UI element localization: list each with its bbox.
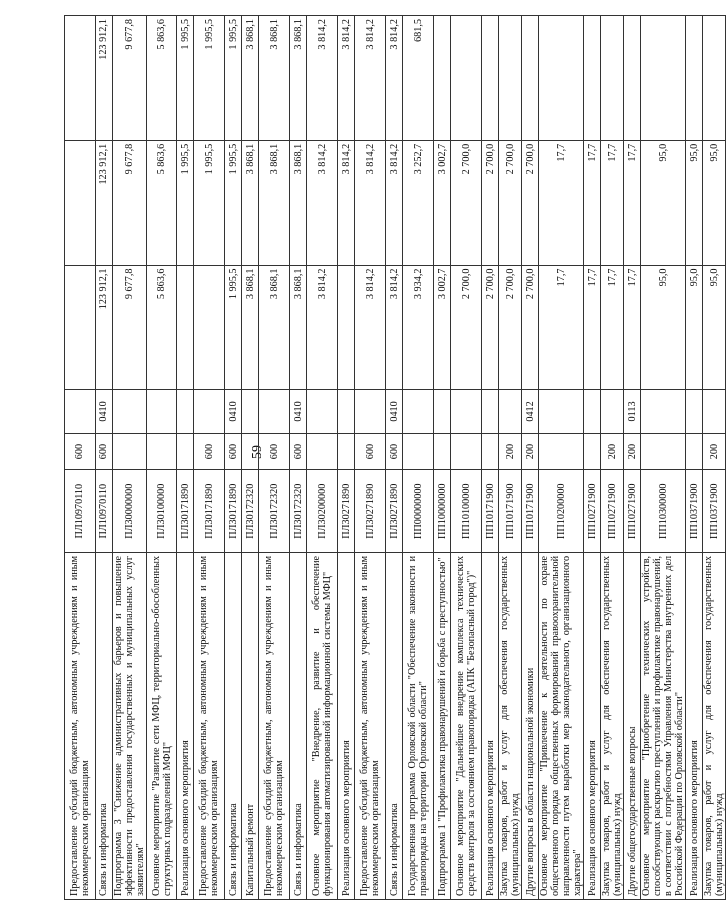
row-section: 0113 <box>624 390 641 433</box>
row-category <box>482 433 499 470</box>
row-code: ПП10271900 <box>601 470 624 552</box>
table-row <box>686 16 703 900</box>
row-amount-3: 3 814,2 <box>338 16 355 141</box>
row-amount-3: 3 814,2 <box>386 16 403 141</box>
row-section <box>451 390 482 433</box>
row-amount-1: 3 868,1 <box>290 265 307 390</box>
row-code: ПП10100000 <box>451 470 482 552</box>
row-amount-1: 5 863,6 <box>147 265 177 390</box>
row-name: Государственная программа Орловской области "Обеспечение законности и правопорядка на территории Орловской области" <box>403 552 434 899</box>
row-code: ПЛ30200000 <box>307 470 338 552</box>
row-code: ПП10171900 <box>522 470 539 552</box>
row-amount-1: 17,7 <box>539 265 584 390</box>
row-category <box>584 433 601 470</box>
row-amount-2: 3 868,1 <box>242 140 259 265</box>
row-section <box>307 390 338 433</box>
row-name: Подпрограмма 1 "Профилактика правонарушений и борьба с преступностью" <box>434 552 451 899</box>
row-amount-3: 3 814,2 <box>307 16 338 141</box>
table-row <box>177 16 194 900</box>
row-amount-1: 95,0 <box>641 265 686 390</box>
table-row <box>584 16 601 900</box>
row-category <box>338 433 355 470</box>
row-amount-1: 95,0 <box>686 265 703 390</box>
row-code: ПЛ30100000 <box>147 470 177 552</box>
row-category: 200 <box>499 433 522 470</box>
row-amount-3: 3 868,1 <box>259 16 290 141</box>
row-category <box>403 433 434 470</box>
row-amount-1: 3 002,7 <box>434 265 451 390</box>
row-category: 200 <box>601 433 624 470</box>
row-section: 0410 <box>225 390 242 433</box>
row-name: Подпрограмма 3 "Снижение административных барьеров и повышение эффективности предоставления государственных и муниципальных услуг заявителям" <box>113 552 147 899</box>
row-amount-1: 3 814,2 <box>355 265 386 390</box>
row-section <box>113 390 147 433</box>
row-amount-2: 3 002,7 <box>434 140 451 265</box>
row-code: ПП10300000 <box>641 470 686 552</box>
row-category: 600 <box>355 433 386 470</box>
row-category: 200 <box>624 433 641 470</box>
row-amount-3: 3 868,1 <box>242 16 259 141</box>
row-category <box>434 433 451 470</box>
row-name: Предоставление субсидий бюджетным, автономным учреждениям и иным некоммерческим организациям <box>65 552 96 899</box>
row-amount-2 <box>65 140 96 265</box>
row-amount-2: 17,7 <box>539 140 584 265</box>
row-code: ПЛ10970110 <box>65 470 96 552</box>
row-amount-2: 3 814,2 <box>386 140 403 265</box>
table-row <box>242 16 259 900</box>
row-amount-2: 2 700,0 <box>499 140 522 265</box>
row-amount-2: 2 700,0 <box>451 140 482 265</box>
row-name: Предоставление субсидий бюджетным, автономным учреждениям и иным некоммерческим организациям <box>259 552 290 899</box>
row-amount-1: 17,7 <box>624 265 641 390</box>
row-name: Реализация основного мероприятия <box>177 552 194 899</box>
table-row <box>225 16 242 900</box>
table-row <box>499 16 522 900</box>
row-name: Основное мероприятие "Внедрение, развитие и обеспечение функционирования автоматизированной информационной системы МФЦ" <box>307 552 338 899</box>
row-amount-2: 3 814,2 <box>355 140 386 265</box>
row-section <box>242 390 259 433</box>
row-section <box>686 390 703 433</box>
row-code: ПП10371900 <box>703 470 726 552</box>
table-row <box>307 16 338 900</box>
row-category <box>451 433 482 470</box>
row-category <box>147 433 177 470</box>
row-amount-2: 1 995,5 <box>177 140 194 265</box>
row-category: 600 <box>386 433 403 470</box>
row-code: ПЛ30171890 <box>194 470 225 552</box>
row-code: ПП10271900 <box>584 470 601 552</box>
row-category: 600 <box>290 433 307 470</box>
row-amount-1: 2 700,0 <box>451 265 482 390</box>
row-amount-3 <box>499 16 522 141</box>
row-amount-3: 1 995,5 <box>225 16 242 141</box>
row-name: Связь и информатика <box>290 552 307 899</box>
row-amount-2: 3 868,1 <box>259 140 290 265</box>
row-category: 600 <box>96 433 113 470</box>
row-amount-1: 2 700,0 <box>482 265 499 390</box>
row-name: Связь и информатика <box>386 552 403 899</box>
row-amount-1: 2 700,0 <box>499 265 522 390</box>
row-amount-2: 1 995,5 <box>194 140 225 265</box>
row-amount-3 <box>539 16 584 141</box>
row-category: 600 <box>259 433 290 470</box>
table-row <box>434 16 451 900</box>
row-name: Предоставление субсидий бюджетным, автономным учреждениям и иным некоммерческим организациям <box>194 552 225 899</box>
table-row <box>194 16 225 900</box>
row-name: Закупка товаров, работ и услуг для обеспечения государственных (муниципальных) нужд <box>703 552 726 899</box>
row-amount-3: 1 995,5 <box>177 16 194 141</box>
row-amount-3 <box>641 16 686 141</box>
row-name: Закупка товаров, работ и услуг для обеспечения государственных (муниципальных) нужд <box>499 552 522 899</box>
row-code: ПЛ30271890 <box>386 470 403 552</box>
row-amount-3: 681,5 <box>403 16 434 141</box>
table-row <box>641 16 686 900</box>
row-section <box>482 390 499 433</box>
row-section <box>65 390 96 433</box>
row-amount-2: 95,0 <box>641 140 686 265</box>
row-amount-2: 1 995,5 <box>225 140 242 265</box>
row-amount-2: 3 252,7 <box>403 140 434 265</box>
row-category <box>539 433 584 470</box>
row-category: 600 <box>65 433 96 470</box>
row-name: Связь и информатика <box>225 552 242 899</box>
row-section <box>403 390 434 433</box>
table-row <box>338 16 355 900</box>
table-row <box>624 16 641 900</box>
row-name: Предоставление субсидий бюджетным, автономным учреждениям и иным некоммерческим организациям <box>355 552 386 899</box>
row-code: ПП10200000 <box>539 470 584 552</box>
row-section <box>177 390 194 433</box>
table-row <box>259 16 290 900</box>
table-row <box>355 16 386 900</box>
row-code: ПЛ30271890 <box>338 470 355 552</box>
row-code: ПЛ30172320 <box>290 470 307 552</box>
row-section <box>147 390 177 433</box>
row-category: 600 <box>225 433 242 470</box>
table-row <box>522 16 539 900</box>
row-category <box>307 433 338 470</box>
table-row <box>386 16 403 900</box>
row-amount-1: 3 868,1 <box>242 265 259 390</box>
row-code: ПЛ30171890 <box>225 470 242 552</box>
table-row <box>96 16 113 900</box>
row-amount-1: 9 677,8 <box>113 265 147 390</box>
row-amount-3 <box>703 16 726 141</box>
row-code: ПЛ30172320 <box>259 470 290 552</box>
row-amount-3 <box>522 16 539 141</box>
row-amount-3: 1 995,5 <box>194 16 225 141</box>
row-code: ПП00000000 <box>403 470 434 552</box>
row-amount-1: 2 700,0 <box>522 265 539 390</box>
row-amount-3: 9 677,8 <box>113 16 147 141</box>
row-category <box>641 433 686 470</box>
row-code: ПП10171900 <box>482 470 499 552</box>
row-amount-1: 17,7 <box>601 265 624 390</box>
row-amount-3 <box>584 16 601 141</box>
row-amount-3: 123 912,1 <box>96 16 113 141</box>
row-section <box>584 390 601 433</box>
row-amount-1: 3 934,2 <box>403 265 434 390</box>
row-category <box>177 433 194 470</box>
row-amount-2: 3 814,2 <box>338 140 355 265</box>
table-row <box>451 16 482 900</box>
row-amount-2: 2 700,0 <box>482 140 499 265</box>
row-section <box>641 390 686 433</box>
page-number: 59 <box>250 445 265 459</box>
row-amount-1: 17,7 <box>584 265 601 390</box>
row-code: ПЛ10970110 <box>96 470 113 552</box>
row-amount-1: 123 912,1 <box>96 265 113 390</box>
row-section: 0412 <box>522 390 539 433</box>
row-name: Закупка товаров, работ и услуг для обеспечения государственных (муниципальных) нужд <box>601 552 624 899</box>
row-name: Основное мероприятие "Приобретение технических устройств, способствующих раскрытию преступлений и профилактике правонарушений, в соответствии с потребностями Управления Министерства внутренних дел Российской Федерации по Орловской области" <box>641 552 686 899</box>
row-code: ПП10171900 <box>499 470 522 552</box>
row-name: Другие вопросы в области национальной экономики <box>522 552 539 899</box>
row-category <box>242 433 259 470</box>
row-amount-3 <box>482 16 499 141</box>
row-code: ПЛ30000000 <box>113 470 147 552</box>
table-row <box>290 16 307 900</box>
row-amount-2: 17,7 <box>584 140 601 265</box>
row-amount-3 <box>434 16 451 141</box>
row-amount-3 <box>65 16 96 141</box>
row-section <box>703 390 726 433</box>
row-amount-3: 3 868,1 <box>290 16 307 141</box>
row-amount-3 <box>686 16 703 141</box>
row-amount-3 <box>601 16 624 141</box>
table-row <box>65 16 96 900</box>
row-amount-2: 2 700,0 <box>522 140 539 265</box>
scan-speck: · <box>598 793 602 807</box>
row-amount-1: 95,0 <box>703 265 726 390</box>
row-name: Реализация основного мероприятия <box>686 552 703 899</box>
row-amount-2: 3 814,2 <box>307 140 338 265</box>
row-amount-1 <box>338 265 355 390</box>
row-amount-2: 3 868,1 <box>290 140 307 265</box>
row-section <box>338 390 355 433</box>
row-amount-3: 3 814,2 <box>355 16 386 141</box>
row-section <box>539 390 584 433</box>
row-code: ПЛ30171890 <box>177 470 194 552</box>
budget-table <box>64 15 726 900</box>
row-section: 0410 <box>96 390 113 433</box>
row-category: 200 <box>522 433 539 470</box>
table-row <box>703 16 726 900</box>
row-section <box>355 390 386 433</box>
row-name: Капитальный ремонт <box>242 552 259 899</box>
row-amount-1: 3 814,2 <box>386 265 403 390</box>
row-amount-2: 5 863,6 <box>147 140 177 265</box>
row-code: ПП10000000 <box>434 470 451 552</box>
row-amount-2: 17,7 <box>624 140 641 265</box>
row-name: Реализация основного мероприятия <box>338 552 355 899</box>
row-section <box>194 390 225 433</box>
table-body <box>65 16 726 900</box>
row-section <box>259 390 290 433</box>
row-amount-2: 17,7 <box>601 140 624 265</box>
row-name: Основное мероприятие "Дальнейшее внедрение комплекса технических средств контроля за состоянием правопорядка (АПК "Безопасный город")" <box>451 552 482 899</box>
row-amount-1 <box>194 265 225 390</box>
row-category: 200 <box>703 433 726 470</box>
table-row <box>482 16 499 900</box>
row-category: 600 <box>194 433 225 470</box>
row-amount-1: 1 995,5 <box>225 265 242 390</box>
table-row <box>113 16 147 900</box>
row-name: Связь и информатика <box>96 552 113 899</box>
row-amount-1: 3 868,1 <box>259 265 290 390</box>
row-amount-1 <box>177 265 194 390</box>
row-section: 0410 <box>386 390 403 433</box>
row-name: Основное мероприятие "Привлечение к деятельности по охране общественного порядка общественных формирований правоохранительной направленности путем выработки мер законодательного, организационного характера" <box>539 552 584 899</box>
row-category <box>686 433 703 470</box>
row-section <box>601 390 624 433</box>
row-amount-3 <box>624 16 641 141</box>
row-amount-2: 95,0 <box>686 140 703 265</box>
row-amount-1 <box>65 265 96 390</box>
row-amount-2: 95,0 <box>703 140 726 265</box>
table-row <box>403 16 434 900</box>
table-row <box>539 16 584 900</box>
row-amount-3: 5 863,6 <box>147 16 177 141</box>
row-amount-3 <box>451 16 482 141</box>
row-name: Другие общегосударственные вопросы <box>624 552 641 899</box>
row-category <box>113 433 147 470</box>
row-name: Основное мероприятие "Развитие сети МФЦ, территориально-обособленных структурных подразделений МФЦ" <box>147 552 177 899</box>
rotated-table-container <box>64 15 726 900</box>
row-section: 0410 <box>290 390 307 433</box>
row-section <box>499 390 522 433</box>
table-row <box>147 16 177 900</box>
row-amount-2: 9 677,8 <box>113 140 147 265</box>
row-code: ПП10271900 <box>624 470 641 552</box>
row-name: Реализация основного мероприятия <box>482 552 499 899</box>
row-amount-1: 3 814,2 <box>307 265 338 390</box>
row-code: ПП10371900 <box>686 470 703 552</box>
table-row <box>601 16 624 900</box>
row-code: ПЛ30172320 <box>242 470 259 552</box>
row-name: Реализация основного мероприятия <box>584 552 601 899</box>
row-section <box>434 390 451 433</box>
row-amount-2: 123 912,1 <box>96 140 113 265</box>
row-code: ПЛ30271890 <box>355 470 386 552</box>
